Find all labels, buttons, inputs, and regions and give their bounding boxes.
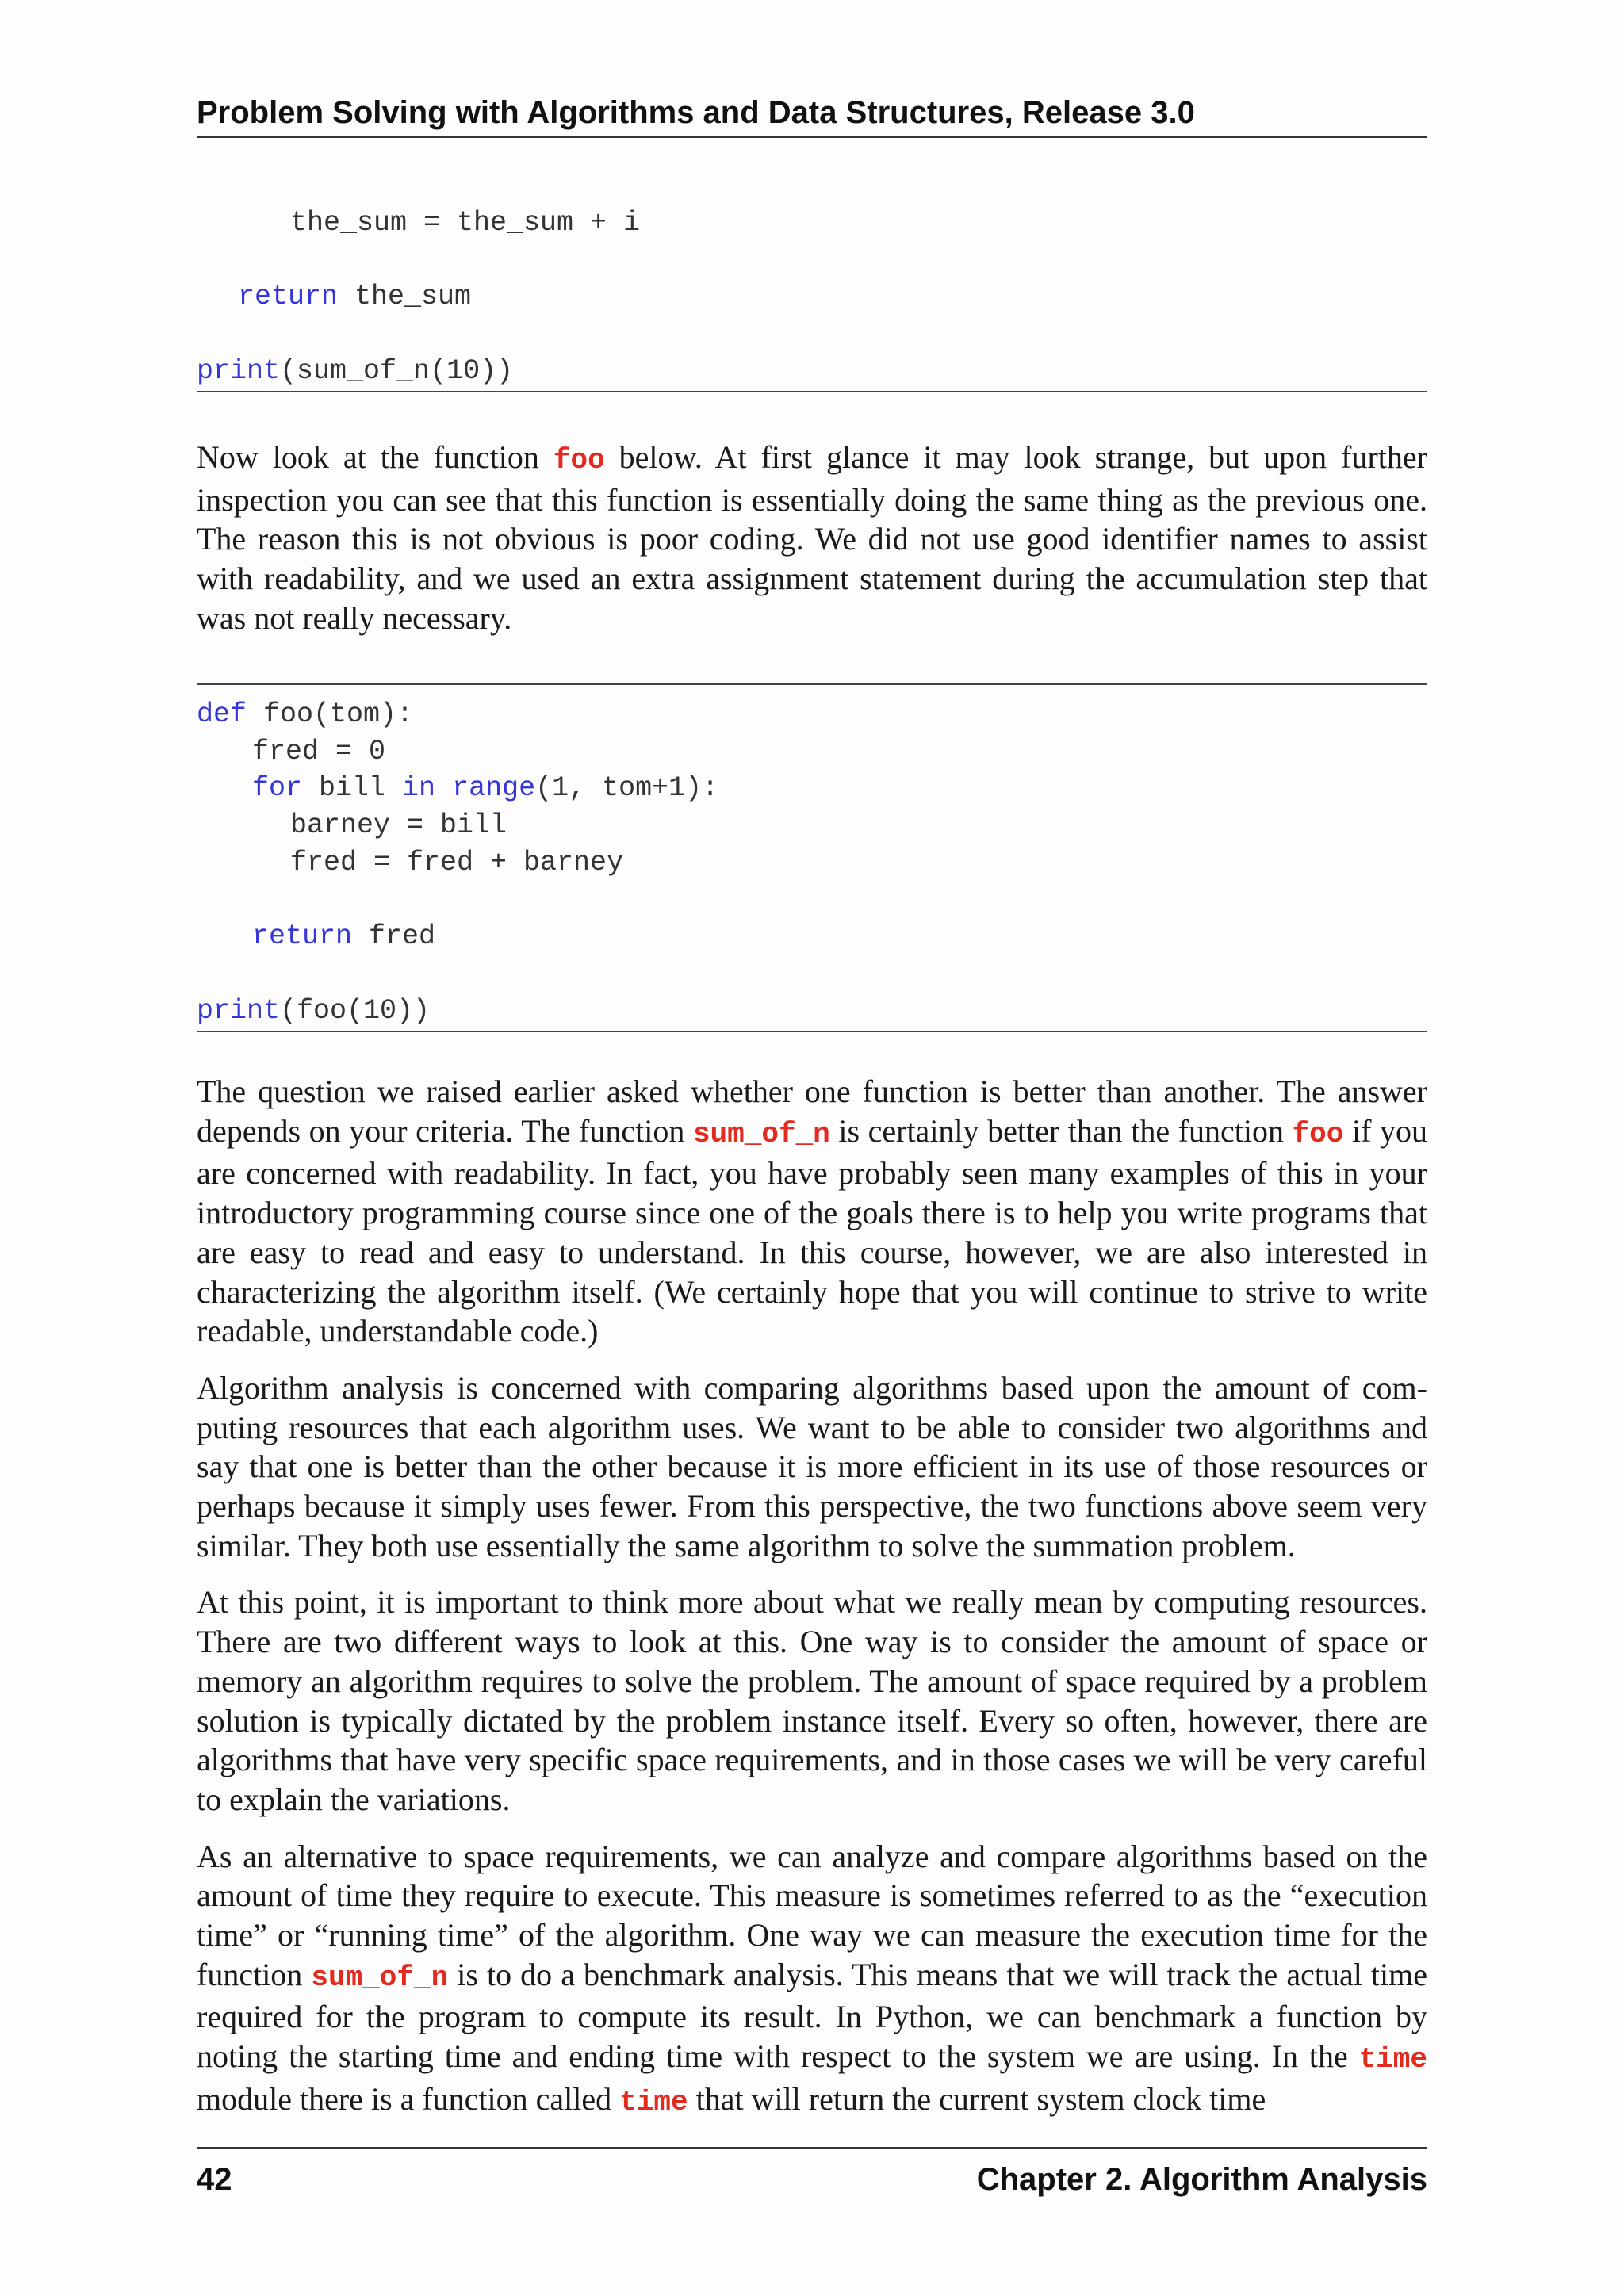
code-line-blank xyxy=(197,316,1427,353)
inline-code-time-function: time xyxy=(619,2085,688,2118)
code-line: fred = fred + barney xyxy=(290,846,624,878)
code-line-blank xyxy=(197,242,1427,279)
code-line: return the_sum xyxy=(238,281,472,313)
code-line: return fred xyxy=(252,920,436,953)
code-block-foo xyxy=(197,683,1427,1032)
code-line: fred = 0 xyxy=(252,735,386,767)
code-line: for bill in range(1, tom+1): xyxy=(252,772,719,805)
paragraph-criteria: The question we raised earlier asked whether one function is better than another. The answer depends on your criteria. The function sum_of_n is certainly better than the function foo if you are concerned with readability. In fact, you have probably seen many examples of this in your introductory programming course since one of the goals there is to help you write programs that are easy to read and easy to understand. In this course, however, we are also interested in characterizing the algorithm itself. (We certainly hope that you will continue to strive to write readable, understandable code.) xyxy=(197,1073,1427,1349)
code-line: print(foo(10)) xyxy=(197,994,431,1027)
page xyxy=(197,0,1427,2296)
body-text xyxy=(197,1072,1427,2140)
chapter-title: Chapter 2. Algorithm Analysis xyxy=(976,2162,1427,2197)
page-footer xyxy=(197,2147,1427,2197)
paragraph-execution-time: As an alternative to space requirements, we can analyze and compare algorithms based on the amount of time they require to execute. This measure is sometimes referred to as the “execution time” or “running time” of the algorithm. One way we can measure the execution time for the function sum_of_n is to do a benchmark analysis. This means that we will track the actual time required for the program to compute its result. In Python, we can benchmark a function by noting the starting time and ending time with respect to the system we are using. In the time module there is a function called time that will return the current system clock time xyxy=(197,1838,1427,2118)
code-line: def foo(tom): xyxy=(197,698,414,730)
inline-code-foo: foo xyxy=(553,444,605,476)
code-block-sum-of-n xyxy=(197,205,1427,392)
code-line-blank xyxy=(197,955,1427,993)
inline-code-time-module: time xyxy=(1358,2043,1427,2076)
paragraph-computing-resources: At this point, it is important to think more about what we really mean by computing resources. There are two different ways to look at this. One way is to consider the amount of space or memory an algorithm requires to solve the problem. The amount of space required by a problem solution is typically dictated by the problem instance itself. Every so often, however, there are algorithms that have very specific space requirements, and in those cases we will be very careful to explain the variations. xyxy=(197,1584,1427,1817)
code-line-blank xyxy=(197,881,1427,918)
paragraph-foo-intro: Now look at the function foo below. At first glance it may look strange, but upon further inspection you can see that this function is essentially doing the same thing as the previous one. The reason this is not obvious is poor coding. We did not use good identifier names to assist with readability, and we used an extra assignment statement during the accumulation step that was not really necessary. xyxy=(197,439,1427,636)
inline-code-sum-of-n: sum_of_n xyxy=(692,1117,830,1150)
code-line: print(sum_of_n(10)) xyxy=(197,354,514,387)
inline-code-foo: foo xyxy=(1292,1117,1344,1150)
code-line: the_sum = the_sum + i xyxy=(290,207,641,239)
paragraph-algorithm-analysis: Algorithm analysis is concerned with comparing algorithms based upon the amount of computing resources that each algorithm uses. We want to be able to consider two algorithms and say that one is better than the other because it is more efficient in its use of those resources or perhaps because it simply uses fewer. From this perspective, the two functions above seem very similar. They both use essentially the same algorithm to solve the summation problem. xyxy=(197,1369,1427,1563)
inline-code-sum-of-n: sum_of_n xyxy=(311,1961,449,1994)
running-header xyxy=(197,89,1427,138)
page-number: 42 xyxy=(197,2162,232,2197)
code-line: barney = bill xyxy=(290,809,508,842)
book-title: Problem Solving with Algorithms and Data Structures, Release 3.0 xyxy=(197,95,1195,130)
